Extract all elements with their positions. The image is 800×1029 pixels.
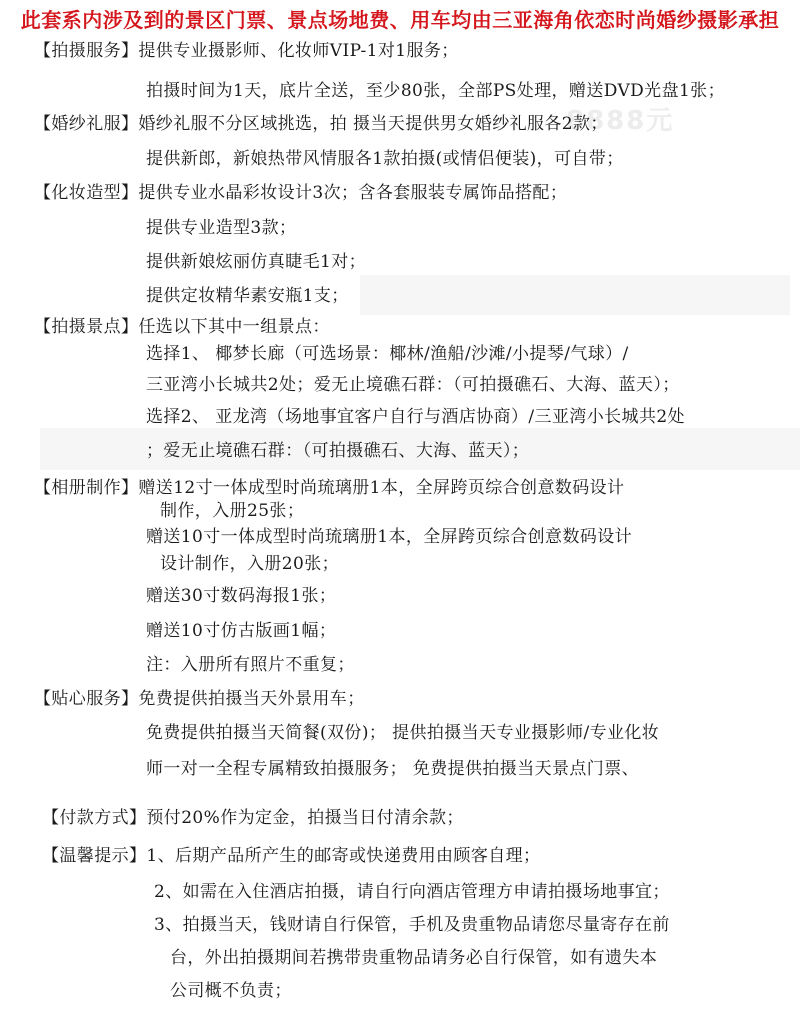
section-text: 赠送10寸一体成型时尚琉璃册1本，全屏跨页综合创意数码设计 <box>146 527 633 547</box>
section-text: 台，外出拍摄期间若携带贵重物品请务必自行保管，如有遗失本 <box>170 948 658 968</box>
section-text: 拍摄时间为1天，底片全送，至少80张，全部PS处理，赠送DVD光盘1张； <box>146 81 725 101</box>
section-text: 提供专业水晶彩妆设计3次；含各套服装专属饰品搭配； <box>138 183 568 203</box>
section-text: 设计制作，入册20张； <box>160 554 340 574</box>
section-text: 注：入册所有照片不重复； <box>146 655 355 675</box>
section-text: 制作，入册25张； <box>160 501 305 521</box>
album-row <box>34 477 624 499</box>
section-text: 提供专业摄影师、化妆师VIP-1对1服务； <box>138 41 459 61</box>
section-text: 任选以下其中一组景点： <box>138 317 330 337</box>
section-text: 提供定妆精华素安瓶1支； <box>146 286 349 306</box>
section-text: 师一对一全程专属精致拍摄服务； 免费提供拍摄当天景点门票、 <box>146 759 640 779</box>
section-text: 3、拍摄当天，钱财请自行保管，手机及贵重物品请您尽量寄存在前 <box>154 915 670 935</box>
section-text: 公司概不负责； <box>170 981 292 1001</box>
scenery-row <box>34 316 330 338</box>
care-row <box>34 688 365 710</box>
section-text: 婚纱礼服不分区域挑选，拍 摄当天提供男女婚纱礼服各2款； <box>138 114 608 134</box>
photo-service-row <box>34 40 459 62</box>
section-label: 【付款方式】 <box>42 808 147 828</box>
section-label: 【相册制作】 <box>34 478 139 498</box>
payment-row <box>42 807 464 829</box>
section-label: 【化妆造型】 <box>34 183 139 203</box>
makeup-row <box>34 182 567 204</box>
section-text: 选择2、 亚龙湾（场地事宜客户自行与酒店协商）/三亚湾小长城共2处 <box>146 407 685 427</box>
section-text: 选择1、 椰梦长廊（可选场景：椰林/渔船/沙滩/小提琴/气球）/ <box>146 344 629 364</box>
section-text: 提供专业造型3款； <box>146 218 297 238</box>
section-text: 免费提供拍摄当天简餐(双份)； 提供拍摄当天专业摄影师/专业化妆 <box>146 723 660 743</box>
section-text: 赠送30寸数码海报1张； <box>146 586 337 606</box>
section-label: 【贴心服务】 <box>34 689 139 709</box>
section-text: 预付20%作为定金，拍摄当日付清余款； <box>146 808 464 828</box>
section-label: 【温馨提示】 <box>42 846 147 866</box>
page-title: 此套系内涉及到的景区门票、景点场地费、用车均由三亚海角依恋时尚婚纱摄影承担 <box>20 8 780 32</box>
section-text: 赠送10寸仿古版画1幅； <box>146 621 337 641</box>
tips-row <box>42 845 540 867</box>
gown-row <box>34 113 608 135</box>
section-text: 2、如需在入住酒店拍摄，请自行向酒店管理方申请拍摄场地事宜； <box>154 882 670 902</box>
section-label: 【婚纱礼服】 <box>34 114 139 134</box>
section-text: 三亚湾小长城共2处；爱无止境礁石群：（可拍摄礁石、大海、蓝天）； <box>146 375 680 395</box>
price-watermark: 8888元 <box>566 106 675 136</box>
section-text: 赠送12寸一体成型时尚琉璃册1本，全屏跨页综合创意数码设计 <box>138 478 625 498</box>
section-label: 【拍摄服务】 <box>34 41 139 61</box>
section-text: 提供新娘炫丽仿真睫毛1对； <box>146 252 367 272</box>
section-label: 【拍摄景点】 <box>34 317 139 337</box>
section-text: 提供新郎，新娘热带风情服各1款拍摄(或情侣便装)，可自带； <box>146 149 624 169</box>
section-text: ；爱无止境礁石群：（可拍摄礁石、大海、蓝天）； <box>146 441 530 461</box>
section-text: 免费提供拍摄当天外景用车； <box>138 689 365 709</box>
section-text: 1、后期产品所产生的邮寄或快递费用由顾客自理； <box>146 846 541 866</box>
watermark-band <box>360 275 790 315</box>
